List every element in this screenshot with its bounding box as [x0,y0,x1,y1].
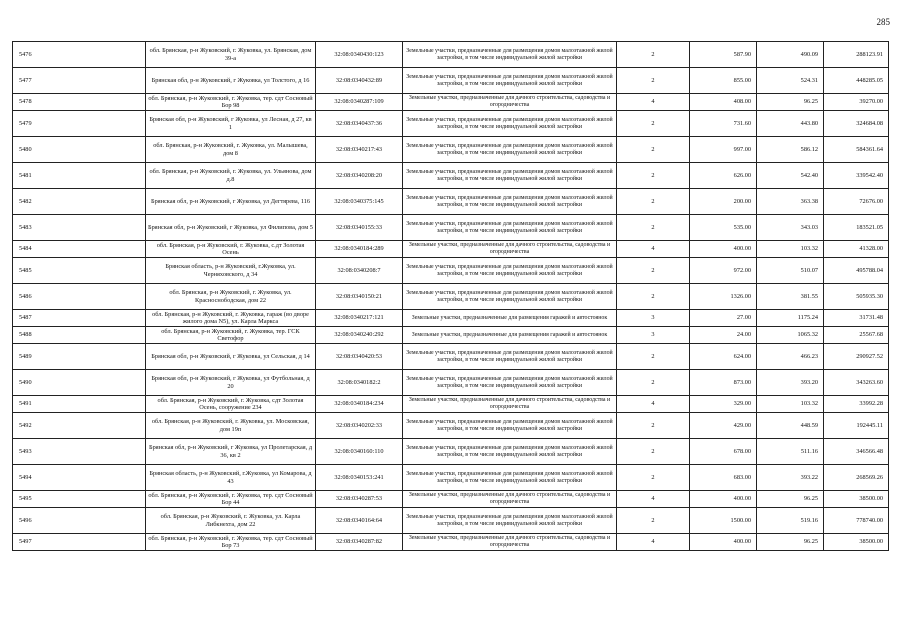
table-row [13,42,889,68]
cadastral-number-cell: 32:08:0340217:121 [316,310,403,327]
table-row [13,163,889,189]
table-row [13,310,889,327]
cadastral-value-cell: 268569.26 [824,465,889,491]
group-cell: 2 [617,370,690,396]
cadastral-number-cell: 32:08:0340184:234 [316,396,403,413]
specific-value-cell: 542.40 [757,163,824,189]
group-cell: 2 [617,137,690,163]
group-cell: 2 [617,413,690,439]
address-cell: Брянская обл, р-н Жуковский, г Жуковка, ул Филипова, дом 5 [146,215,316,241]
row-number: 5479 [13,111,146,137]
cadastral-number-cell: 32:08:0340430:123 [316,42,403,68]
area-cell: 27.00 [690,310,757,327]
group-cell: 2 [617,68,690,94]
address-cell: обл. Брянская, р-н Жуковский, г. Жуковка, ул. Малышева, дом 8 [146,137,316,163]
cadastral-value-cell: 192445.11 [824,413,889,439]
table-row [13,491,889,508]
land-purpose-cell: Земельные участки, предназначенные для размещения домов малоэтажной жилой застройки, в том числе индивидуальной жилой застройки [403,137,617,163]
group-cell: 4 [617,491,690,508]
cadastral-number-cell: 32:08:0340287:109 [316,94,403,111]
cadastral-number-cell: 32:08:0340160:110 [316,439,403,465]
specific-value-cell: 96.25 [757,491,824,508]
area-cell: 624.00 [690,344,757,370]
cadastral-value-cell: 343263.60 [824,370,889,396]
area-cell: 408.00 [690,94,757,111]
row-number: 5486 [13,284,146,310]
row-number: 5477 [13,68,146,94]
specific-value-cell: 96.25 [757,534,824,551]
table-row [13,508,889,534]
row-number: 5493 [13,439,146,465]
specific-value-cell: 448.59 [757,413,824,439]
cadastral-number-cell: 32:08:0340437:36 [316,111,403,137]
table-row [13,94,889,111]
table-row [13,439,889,465]
cadastral-number-cell: 32:08:0340184:289 [316,241,403,258]
cadastral-number-cell: 32:08:0340153:241 [316,465,403,491]
row-number: 5485 [13,258,146,284]
row-number: 5494 [13,465,146,491]
group-cell: 2 [617,42,690,68]
cadastral-value-cell: 25567.68 [824,327,889,344]
group-cell: 3 [617,310,690,327]
row-number: 5484 [13,241,146,258]
land-purpose-cell: Земельные участки, предназначенные для размещения домов малоэтажной жилой застройки, в том числе индивидуальной жилой застройки [403,189,617,215]
address-cell: Брянская обл, р-н Жуковский, г Жуковка, ул Лесная, д 27, кв 1 [146,111,316,137]
land-purpose-cell: Земельные участки, предназначенные для размещения домов малоэтажной жилой застройки, в том числе индивидуальной жилой застройки [403,42,617,68]
area-cell: 535.00 [690,215,757,241]
row-number: 5496 [13,508,146,534]
area-cell: 972.00 [690,258,757,284]
specific-value-cell: 1065.32 [757,327,824,344]
row-number: 5491 [13,396,146,413]
row-number: 5495 [13,491,146,508]
area-cell: 683.00 [690,465,757,491]
table-row [13,534,889,551]
group-cell: 2 [617,111,690,137]
specific-value-cell: 586.12 [757,137,824,163]
specific-value-cell: 393.22 [757,465,824,491]
cadastral-number-cell: 32:08:0340155:33 [316,215,403,241]
group-cell: 2 [617,284,690,310]
cadastral-value-cell: 584361.64 [824,137,889,163]
land-purpose-cell: Земельные участки, предназначенные для размещения домов малоэтажной жилой застройки, в том числе индивидуальной жилой застройки [403,111,617,137]
table-row [13,241,889,258]
group-cell: 2 [617,215,690,241]
cadastral-number-cell: 32:08:0340287:53 [316,491,403,508]
group-cell: 2 [617,465,690,491]
land-purpose-cell: Земельные участки, предназначенные для размещения домов малоэтажной жилой застройки, в том числе индивидуальной жилой застройки [403,465,617,491]
cadastral-number-cell: 32:08:0340202:33 [316,413,403,439]
cadastral-value-cell: 288123.91 [824,42,889,68]
cadastral-value-cell: 505935.30 [824,284,889,310]
table-row [13,258,889,284]
cadastral-value-cell: 33992.28 [824,396,889,413]
area-cell: 400.00 [690,534,757,551]
table-body [13,42,889,551]
specific-value-cell: 490.09 [757,42,824,68]
cadastral-number-cell: 32:08:0340420:53 [316,344,403,370]
area-cell: 200.00 [690,189,757,215]
area-cell: 678.00 [690,439,757,465]
cadastral-value-cell: 38500.00 [824,491,889,508]
land-purpose-cell: Земельные участки, предназначенные для размещения домов малоэтажной жилой застройки, в том числе индивидуальной жилой застройки [403,258,617,284]
land-purpose-cell: Земельные участки, предназначенные для размещения домов малоэтажной жилой застройки, в том числе индивидуальной жилой застройки [403,370,617,396]
group-cell: 4 [617,396,690,413]
specific-value-cell: 343.03 [757,215,824,241]
address-cell: Брянская обл, р-н Жуковский, г Жуковка, ул Толстого, д 16 [146,68,316,94]
row-number: 5488 [13,327,146,344]
specific-value-cell: 1175.24 [757,310,824,327]
table-row [13,284,889,310]
table-row [13,396,889,413]
land-purpose-cell: Земельные участки, предназначенные для дачного строительства, садоводства и огородничества [403,241,617,258]
cadastral-value-cell: 324684.08 [824,111,889,137]
row-number: 5478 [13,94,146,111]
table-row [13,137,889,163]
land-purpose-cell: Земельные участки, предназначенные для размещения домов малоэтажной жилой застройки, в том числе индивидуальной жилой застройки [403,413,617,439]
cadastral-number-cell: 32:08:0340150:21 [316,284,403,310]
address-cell: обл. Брянская, р-н Жуковский, г. Жуковка, тер. сдт Сосновый Бор 73 [146,534,316,551]
land-purpose-cell: Земельные участки, предназначенные для размещения домов малоэтажной жилой застройки, в том числе индивидуальной жилой застройки [403,215,617,241]
row-number: 5490 [13,370,146,396]
group-cell: 2 [617,508,690,534]
group-cell: 2 [617,258,690,284]
land-purpose-cell: Земельные участки, предназначенные для дачного строительства, садоводства и огородничества [403,534,617,551]
row-number: 5481 [13,163,146,189]
group-cell: 2 [617,344,690,370]
table-row [13,189,889,215]
area-cell: 24.00 [690,327,757,344]
cadastral-number-cell: 32:08:0340164:64 [316,508,403,534]
group-cell: 4 [617,241,690,258]
land-purpose-cell: Земельные участки, предназначенные для дачного строительства, садоводства и огородничества [403,491,617,508]
area-cell: 873.00 [690,370,757,396]
area-cell: 400.00 [690,241,757,258]
cadastral-value-cell: 183521.05 [824,215,889,241]
row-number: 5492 [13,413,146,439]
specific-value-cell: 393.20 [757,370,824,396]
cadastral-value-cell: 290927.52 [824,344,889,370]
cadastral-number-cell: 32:08:0340287:82 [316,534,403,551]
land-purpose-cell: Земельные участки, предназначенные для размещения домов малоэтажной жилой застройки, в том числе индивидуальной жилой застройки [403,439,617,465]
address-cell: обл. Брянская, р-н Жуковский, г. Жуковка, гараж (во дворе жилого дома N5), ул. Карла Маркса [146,310,316,327]
cadastral-value-cell: 346566.48 [824,439,889,465]
cadastral-value-cell: 31731.48 [824,310,889,327]
area-cell: 855.00 [690,68,757,94]
table-row [13,413,889,439]
table-row [13,111,889,137]
address-cell: Брянская область, р-н Жуковский, г.Жуковка, ул. Черняховского, д 34 [146,258,316,284]
specific-value-cell: 381.55 [757,284,824,310]
land-purpose-cell: Земельные участки, предназначенные для размещения гаражей и автостоянок [403,327,617,344]
area-cell: 429.00 [690,413,757,439]
group-cell: 2 [617,163,690,189]
group-cell: 2 [617,189,690,215]
cadastral-number-cell: 32:08:0340432:89 [316,68,403,94]
cadastral-number-cell: 32:08:0340182:2 [316,370,403,396]
address-cell: обл. Брянская, р-н Жуковский, г. Жуковка, ул. Ульянова, дом д.8 [146,163,316,189]
land-purpose-cell: Земельные участки, предназначенные для размещения гаражей и автостоянок [403,310,617,327]
land-purpose-cell: Земельные участки, предназначенные для дачного строительства, садоводства и огородничества [403,94,617,111]
row-number: 5476 [13,42,146,68]
cadastral-number-cell: 32:08:0340217:43 [316,137,403,163]
address-cell: обл. Брянская, р-н Жуковский, г. Жуковка, ул. Карла Либкнехта, дом 22 [146,508,316,534]
address-cell: Брянская обл, р-н Жуковский, г Жуковка, ул Пролетарская, д 36, кв 2 [146,439,316,465]
land-registry-table [12,41,889,551]
land-purpose-cell: Земельные участки, предназначенные для размещения домов малоэтажной жилой застройки, в том числе индивидуальной жилой застройки [403,68,617,94]
area-cell: 1500.00 [690,508,757,534]
area-cell: 587.90 [690,42,757,68]
row-number: 5497 [13,534,146,551]
specific-value-cell: 363.38 [757,189,824,215]
cadastral-value-cell: 38500.00 [824,534,889,551]
address-cell: Брянская обл, р-н Жуковский, г Жуковка, ул Дегтярева, 116 [146,189,316,215]
cadastral-value-cell: 72676.00 [824,189,889,215]
page-number: 285 [876,17,890,27]
cadastral-number-cell: 32:08:0340240:292 [316,327,403,344]
table-row [13,465,889,491]
cadastral-value-cell: 39270.00 [824,94,889,111]
address-cell: обл. Брянская, р-н Жуковский, г. Жуковка, тер. ГСК Светофор [146,327,316,344]
address-cell: обл. Брянская, р-н Жуковский, г. Жуковка, ул. Брянская, дом 39-а [146,42,316,68]
specific-value-cell: 443.80 [757,111,824,137]
area-cell: 731.60 [690,111,757,137]
address-cell: обл. Брянская, р-н Жуковский, г. Жуковка, тер. сдт Сосновый Бор 98 [146,94,316,111]
row-number: 5480 [13,137,146,163]
specific-value-cell: 510.07 [757,258,824,284]
row-number: 5482 [13,189,146,215]
cadastral-value-cell: 448285.05 [824,68,889,94]
row-number: 5487 [13,310,146,327]
table-row [13,327,889,344]
table-row [13,215,889,241]
table-row [13,68,889,94]
address-cell: Брянская область, р-н Жуковский, г.Жуковка, ул Комарова, д 43 [146,465,316,491]
specific-value-cell: 96.25 [757,94,824,111]
address-cell: обл. Брянская, р-н Жуковский, г. Жуковка, с.дт Золотая Осень [146,241,316,258]
area-cell: 997.00 [690,137,757,163]
land-purpose-cell: Земельные участки, предназначенные для размещения домов малоэтажной жилой застройки, в том числе индивидуальной жилой застройки [403,284,617,310]
cadastral-number-cell: 32:08:0340375:145 [316,189,403,215]
group-cell: 4 [617,534,690,551]
cadastral-number-cell: 32:08:0340208:20 [316,163,403,189]
group-cell: 2 [617,439,690,465]
table-row [13,344,889,370]
land-purpose-cell: Земельные участки, предназначенные для размещения домов малоэтажной жилой застройки, в том числе индивидуальной жилой застройки [403,508,617,534]
land-purpose-cell: Земельные участки, предназначенные для дачного строительства, садоводства и огородничества [403,396,617,413]
land-purpose-cell: Земельные участки, предназначенные для размещения домов малоэтажной жилой застройки, в том числе индивидуальной жилой застройки [403,163,617,189]
cadastral-value-cell: 339542.40 [824,163,889,189]
specific-value-cell: 103.32 [757,396,824,413]
specific-value-cell: 466.23 [757,344,824,370]
cadastral-value-cell: 41328.00 [824,241,889,258]
cadastral-number-cell: 32:08:0340208:7 [316,258,403,284]
row-number: 5489 [13,344,146,370]
area-cell: 400.00 [690,491,757,508]
specific-value-cell: 524.31 [757,68,824,94]
land-purpose-cell: Земельные участки, предназначенные для размещения домов малоэтажной жилой застройки, в том числе индивидуальной жилой застройки [403,344,617,370]
row-number: 5483 [13,215,146,241]
table-row [13,370,889,396]
area-cell: 1326.00 [690,284,757,310]
area-cell: 626.00 [690,163,757,189]
specific-value-cell: 103.32 [757,241,824,258]
area-cell: 329.00 [690,396,757,413]
address-cell: обл. Брянская, р-н Жуковский, г. Жуковка, ул. Московская, дом 19п [146,413,316,439]
address-cell: обл. Брянская, р-н Жуковский, г. Жуковка, сдт Золотая Осень, сооружение 234 [146,396,316,413]
address-cell: Брянская обл, р-н Жуковский, г Жуковка, ул Футбольная, д 20 [146,370,316,396]
specific-value-cell: 519.16 [757,508,824,534]
group-cell: 3 [617,327,690,344]
cadastral-value-cell: 778740.00 [824,508,889,534]
address-cell: обл. Брянская, р-н Жуковский, г. Жуковка, ул. Красноснободская, дом 22 [146,284,316,310]
specific-value-cell: 511.16 [757,439,824,465]
cadastral-value-cell: 495788.04 [824,258,889,284]
group-cell: 4 [617,94,690,111]
address-cell: обл. Брянская, р-н Жуковский, г. Жуковка, тер. сдт Сосновый Бор 44 [146,491,316,508]
address-cell: Брянская обл, р-н Жуковский, г Жуковка, ул Сельская, д 14 [146,344,316,370]
